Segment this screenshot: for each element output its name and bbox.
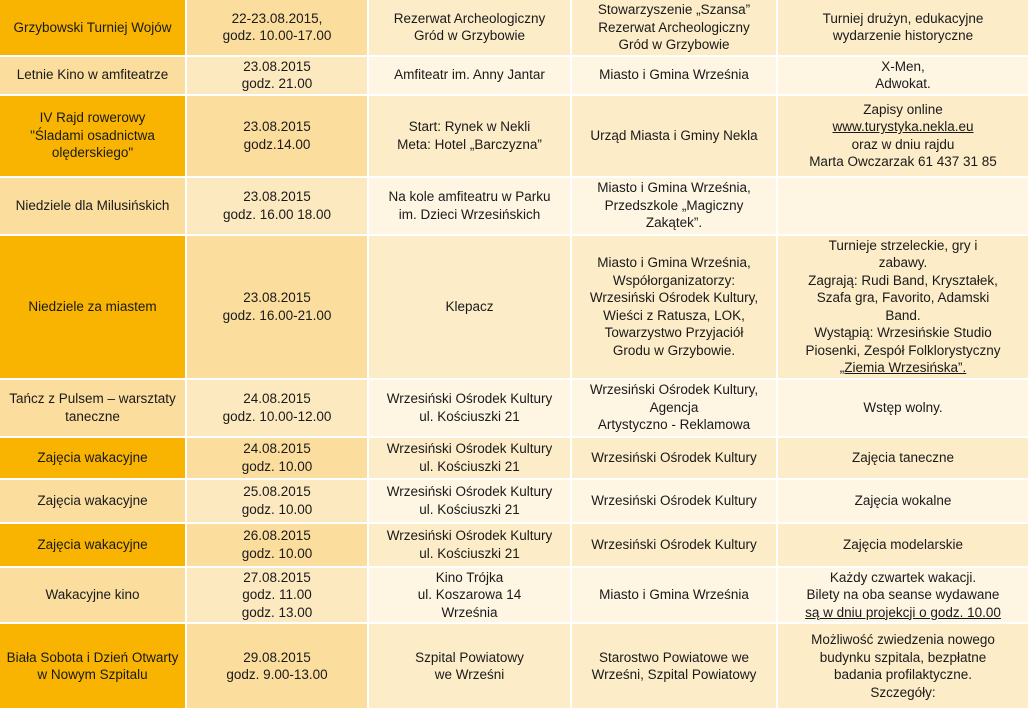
date-line: 26.08.2015 <box>243 528 311 543</box>
place-line: Meta: Hotel „Barczyzna” <box>397 136 542 152</box>
notes-line: Turniej drużyn, edukacyjne <box>822 10 984 26</box>
place-cell <box>369 236 572 380</box>
date-line: godz. 11.00 <box>242 587 312 602</box>
website-link[interactable]: www.turystyka.nekla.eu <box>832 119 974 134</box>
event-name-line: Tańcz z Pulsem – warsztaty <box>9 391 176 406</box>
event-name-line: Zajęcia wakacyjne <box>37 449 148 465</box>
notes-line: Band. <box>885 307 921 323</box>
organizer-cell <box>572 96 778 178</box>
place-cell <box>369 624 572 710</box>
notes-cell <box>778 524 1030 568</box>
event-name-cell <box>0 0 187 57</box>
place-cell <box>369 568 572 625</box>
organizer-line: Miasto i Gmina Września, <box>597 255 751 270</box>
date-cell <box>187 624 369 710</box>
notes-cell <box>778 0 1030 57</box>
date-line: 23.08.2015 <box>243 290 311 305</box>
table-row <box>0 480 1030 524</box>
organizer-cell <box>572 178 778 236</box>
event-name-line: Wakacyjne kino <box>45 587 140 602</box>
event-name-cell <box>0 438 187 480</box>
table-row <box>0 624 1030 710</box>
organizer-cell <box>572 568 778 625</box>
date-line: 24.08.2015 <box>243 391 311 406</box>
date-line: 23.08.2015 <box>243 58 311 74</box>
event-name-line: Niedziele dla Milusińskich <box>15 197 170 213</box>
notes-cell <box>778 380 1030 438</box>
organizer-line: Starostwo Powiatowe we <box>598 649 750 665</box>
organizer-line: Wrzesiński Ośrodek Kultury, <box>589 382 759 398</box>
event-name-cell <box>0 480 187 524</box>
organizer-line: Stowarzyszenie „Szansa” <box>597 2 751 17</box>
date-cell <box>187 236 369 380</box>
event-name-line: Letnie Kino w amfiteatrze <box>16 67 169 83</box>
date-cell <box>187 480 369 524</box>
date-line: 29.08.2015 <box>243 649 311 665</box>
date-line: godz. 16.00-21.00 <box>222 307 332 323</box>
date-line: 23.08.2015 <box>243 189 311 204</box>
notes-line: są w dniu projekcji o godz. 10.00 <box>805 604 1001 620</box>
notes-line: Wystąpią: Wrzesińskie Studio <box>814 325 992 340</box>
date-line: 24.08.2015 <box>243 441 311 456</box>
place-line: Rezerwat Archeologiczny <box>393 10 546 26</box>
organizer-line: Miasto i Gmina Września <box>599 587 749 602</box>
place-line: Klepacz <box>445 298 494 314</box>
place-line: ul. Kościuszki 21 <box>419 501 520 517</box>
organizer-line: Wrzesiński Ośrodek Kultury <box>591 492 757 508</box>
place-line: Szpital Powiatowy <box>415 649 524 665</box>
organizer-line: Współorganizatorzy: <box>612 272 736 288</box>
table-row <box>0 96 1030 178</box>
notes-line: Szczegóły: <box>870 684 936 700</box>
table-row <box>0 524 1030 568</box>
place-cell <box>369 380 572 438</box>
date-line: godz. 10.00-17.00 <box>222 28 332 44</box>
notes-line: wydarzenie historyczne <box>832 28 974 44</box>
notes-line: X-Men, <box>881 58 925 74</box>
place-line: ul. Koszarowa 14 <box>417 587 522 602</box>
place-line: Wrzesiński Ośrodek Kultury <box>386 391 553 406</box>
place-cell <box>369 178 572 236</box>
table-row <box>0 0 1030 57</box>
date-line: 22-23.08.2015, <box>231 10 323 26</box>
event-name-line: taneczne <box>65 408 120 424</box>
notes-line: zabawy. <box>878 255 928 270</box>
organizer-line: Rezerwat Archeologiczny <box>598 19 750 35</box>
organizer-line: Agencja <box>649 399 699 415</box>
organizer-line: Wieści z Ratusza, LOK, <box>603 307 745 323</box>
organizer-line: Zakątek”. <box>645 215 703 231</box>
event-name-cell <box>0 96 187 178</box>
table-row <box>0 568 1030 625</box>
notes-cell <box>778 236 1030 380</box>
date-cell <box>187 178 369 236</box>
date-line: godz. 16.00 18.00 <box>222 206 332 222</box>
notes-line: Adwokat. <box>875 76 931 91</box>
event-name-line: IV Rajd rowerowy <box>39 110 146 126</box>
notes-line: Bilety na oba seanse wydawane <box>806 587 1000 602</box>
place-cell <box>369 57 572 96</box>
organizer-cell <box>572 624 778 710</box>
date-cell <box>187 96 369 178</box>
event-name-cell <box>0 178 187 236</box>
organizer-line: Artystyczno - Reklamowa <box>597 417 751 433</box>
organizer-line: Wrzesiński Ośrodek Kultury <box>591 536 757 552</box>
notes-cell <box>778 480 1030 524</box>
place-line: Amfiteatr im. Anny Jantar <box>394 67 545 83</box>
organizer-line: Gród w Grzybowie <box>618 37 730 52</box>
notes-cell <box>778 568 1030 625</box>
place-cell <box>369 480 572 524</box>
event-name-cell <box>0 57 187 96</box>
notes-cell <box>778 624 1030 710</box>
event-name-line: "Śladami osadnictwa <box>30 127 155 143</box>
table-row <box>0 57 1030 96</box>
event-name-cell <box>0 236 187 380</box>
place-line: we Wrześni <box>434 667 505 682</box>
table-row <box>0 380 1030 438</box>
event-name-cell <box>0 624 187 710</box>
notes-cell <box>778 96 1030 178</box>
place-line: ul. Kościuszki 21 <box>419 458 520 474</box>
organizer-cell <box>572 0 778 57</box>
date-line: godz. 10.00 <box>241 501 313 517</box>
place-line: Na kole amfiteatru w Parku <box>388 189 551 204</box>
organizer-cell <box>572 480 778 524</box>
organizer-line: Miasto i Gmina Września, <box>597 180 751 196</box>
notes-line: Szafa gra, Favorito, Adamski <box>816 290 990 305</box>
organizer-cell <box>572 380 778 438</box>
date-cell <box>187 438 369 480</box>
organizer-line: Towarzystwo Przyjaciół <box>604 325 744 340</box>
event-name-cell <box>0 524 187 568</box>
event-name-line: w Nowym Szpitalu <box>37 667 148 682</box>
date-line: 23.08.2015 <box>243 119 311 134</box>
notes-line: Możliwość zwiedzenia nowego <box>811 632 995 647</box>
place-cell <box>369 96 572 178</box>
place-line: im. Dzieci Wrzesińskich <box>398 206 541 222</box>
notes-line: Zajęcia wokalne <box>854 492 952 508</box>
date-line: godz.14.00 <box>243 136 311 152</box>
organizer-cell <box>572 524 778 568</box>
event-name-line: Niedziele za miastem <box>28 298 157 314</box>
organizer-cell <box>572 236 778 380</box>
organizer-line: Wrzesiński Ośrodek Kultury <box>591 449 757 465</box>
organizer-line: Urząd Miasta i Gminy Nekla <box>590 127 758 143</box>
place-line: Gród w Grzybowie <box>413 28 526 44</box>
date-line: godz. 10.00 <box>241 545 313 561</box>
organizer-line: Przedszkole „Magiczny <box>604 197 744 213</box>
notes-line: Każdy czwartek wakacji. <box>829 569 977 585</box>
date-line: godz. 10.00 <box>241 458 313 474</box>
date-cell <box>187 57 369 96</box>
date-line: 25.08.2015 <box>243 484 311 499</box>
place-line: Kino Trójka <box>435 569 504 585</box>
notes-line: oraz w dniu rajdu <box>851 136 955 152</box>
event-name-line: olęderskiego" <box>51 145 134 161</box>
notes-line: badania profilaktyczne. <box>833 667 973 682</box>
table-row <box>0 178 1030 236</box>
place-line: Wrzesiński Ośrodek Kultury <box>386 484 553 499</box>
place-line: ul. Kościuszki 21 <box>419 545 520 561</box>
notes-cell <box>778 178 1030 236</box>
date-line: 27.08.2015 <box>243 569 311 585</box>
notes-cell <box>778 438 1030 480</box>
date-cell <box>187 0 369 57</box>
place-line: ul. Kościuszki 21 <box>419 408 520 424</box>
place-cell <box>369 524 572 568</box>
organizer-line: Wrzesiński Ośrodek Kultury, <box>589 290 759 305</box>
date-line: godz. 13.00 <box>241 604 313 620</box>
notes-line: „Ziemia Wrzesińska”. <box>839 360 967 375</box>
place-cell <box>369 0 572 57</box>
table-row <box>0 438 1030 480</box>
notes-line: budynku szpitala, bezpłatne <box>819 649 987 665</box>
notes-line: Zagrają: Rudi Band, Kryształek, <box>808 272 998 288</box>
organizer-line: Miasto i Gmina Września <box>599 67 749 83</box>
place-line: Września <box>441 604 498 620</box>
place-line: Wrzesiński Ośrodek Kultury <box>386 441 553 456</box>
notes-line: Wstęp wolny. <box>863 399 943 415</box>
organizer-cell <box>572 57 778 96</box>
organizer-cell <box>572 438 778 480</box>
notes-line: Zajęcia modelarskie <box>842 536 964 552</box>
notes-line: Turnieje strzeleckie, gry i <box>828 237 978 253</box>
event-name-line: Zajęcia wakacyjne <box>37 492 148 508</box>
notes-line: Marta Owczarzak 61 437 31 85 <box>809 154 997 169</box>
date-cell <box>187 568 369 625</box>
notes-line: Zajęcia taneczne <box>851 449 955 465</box>
notes-cell <box>778 57 1030 96</box>
event-name-line: Grzybowski Turniej Wojów <box>13 19 172 35</box>
event-name-cell <box>0 380 187 438</box>
date-cell <box>187 524 369 568</box>
event-name-cell <box>0 568 187 625</box>
notes-line: Piosenki, Zespół Folklorystyczny <box>805 342 1001 358</box>
date-line: godz. 10.00-12.00 <box>222 408 332 424</box>
organizer-line: Grodu w Grzybowie. <box>612 342 736 358</box>
organizer-line: Wrześni, Szpital Powiatowy <box>591 667 757 682</box>
place-line: Wrzesiński Ośrodek Kultury <box>386 528 553 543</box>
place-line: Start: Rynek w Nekli <box>408 119 531 134</box>
event-name-line: Biała Sobota i Dzień Otwarty <box>6 649 179 665</box>
place-cell <box>369 438 572 480</box>
date-line: godz. 9.00-13.00 <box>226 667 328 682</box>
event-name-line: Zajęcia wakacyjne <box>37 536 148 552</box>
date-cell <box>187 380 369 438</box>
notes-line: Zapisy online <box>863 101 943 117</box>
date-line: godz. 21.00 <box>241 76 313 91</box>
table-row <box>0 236 1030 380</box>
